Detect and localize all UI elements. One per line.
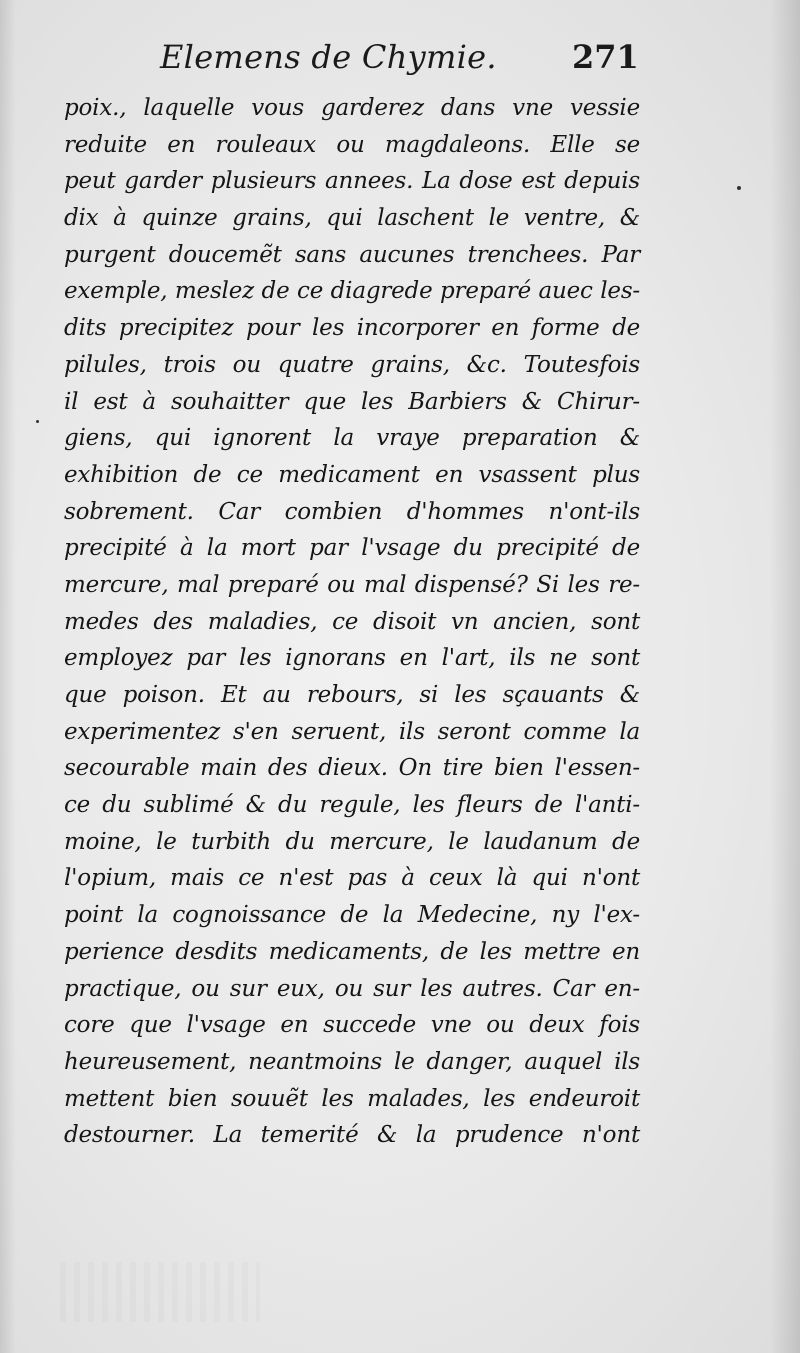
text-line: experimentez s'en seruent, ils seront comme la	[64, 718, 640, 745]
text-line: mettent bien souuẽt les malades, les endeuroit	[64, 1085, 640, 1112]
text-line: pilules, trois ou quatre grains, &c. Toutesfois	[64, 351, 640, 378]
text-line: que poison. Et au rebours, si les sçauants &	[64, 682, 640, 708]
show-through-ink	[60, 1262, 260, 1322]
text-line: heureusement, neantmoins le danger, auquel ils	[64, 1048, 640, 1075]
text-line: l'opium, mais ce n'est pas à ceux là qui n'ont	[64, 865, 640, 892]
text-line: mercure, mal preparé ou mal dispensé? Si les re-	[64, 571, 640, 598]
text-line: point la cognoissance de la Medecine, ny l'ex-	[64, 902, 640, 929]
ink-speck	[36, 420, 39, 423]
body-text	[64, 90, 640, 1154]
text-line: practique, ou sur eux, ou sur les autres. Car en-	[64, 975, 640, 1002]
text-line: dix à quinze grains, qui laschent le ventre, &	[64, 205, 640, 232]
text-line: exemple, meslez de ce diagrede preparé auec les-	[64, 278, 640, 305]
text-line: medes des maladies, ce disoit vn ancien, sont	[64, 608, 640, 635]
text-line: exhibition de ce medicament en vsassent plus	[64, 461, 640, 488]
ink-speck	[737, 186, 741, 190]
text-line: perience desdits medicaments, de les mettre en	[64, 938, 640, 965]
text-line: secourable main des dieux. On tire bien l'essen-	[64, 755, 640, 782]
page-edge-shadow	[770, 0, 800, 1353]
page-number: 271	[572, 38, 639, 76]
gutter-shadow	[0, 0, 16, 1353]
text-line: core que l'vsage en succede vne ou deux fois	[64, 1012, 640, 1039]
text-line: destourner. La temerité & la prudence n'ont	[64, 1122, 640, 1149]
text-line: precipité à la mort par l'vsage du precipité de	[64, 535, 640, 562]
text-line: purgent doucemẽt sans aucunes trenchees. Par	[64, 241, 640, 268]
text-line: sobrement. Car combien d'hommes n'ont-ils	[64, 498, 640, 525]
text-line: employez par les ignorans en l'art, ils ne sont	[64, 645, 640, 672]
text-line: poix., laquelle vous garderez dans vne vessie	[64, 95, 640, 121]
text-line: giens, qui ignorent la vraye preparation &	[64, 425, 640, 452]
text-line: moine, le turbith du mercure, le laudanum de	[64, 828, 640, 855]
text-line: ce du sublimé & du regule, les fleurs de l'anti-	[64, 792, 640, 819]
running-head: Elemens de Chymie.	[160, 38, 497, 76]
text-line: reduite en rouleaux ou magdaleons. Elle se	[64, 131, 640, 158]
text-line: peut garder plusieurs annees. La dose est depuis	[64, 168, 640, 195]
text-line: il est à souhaitter que les Barbiers & Chirur-	[64, 388, 640, 415]
text-line: dits precipitez pour les incorporer en forme de	[64, 315, 640, 342]
